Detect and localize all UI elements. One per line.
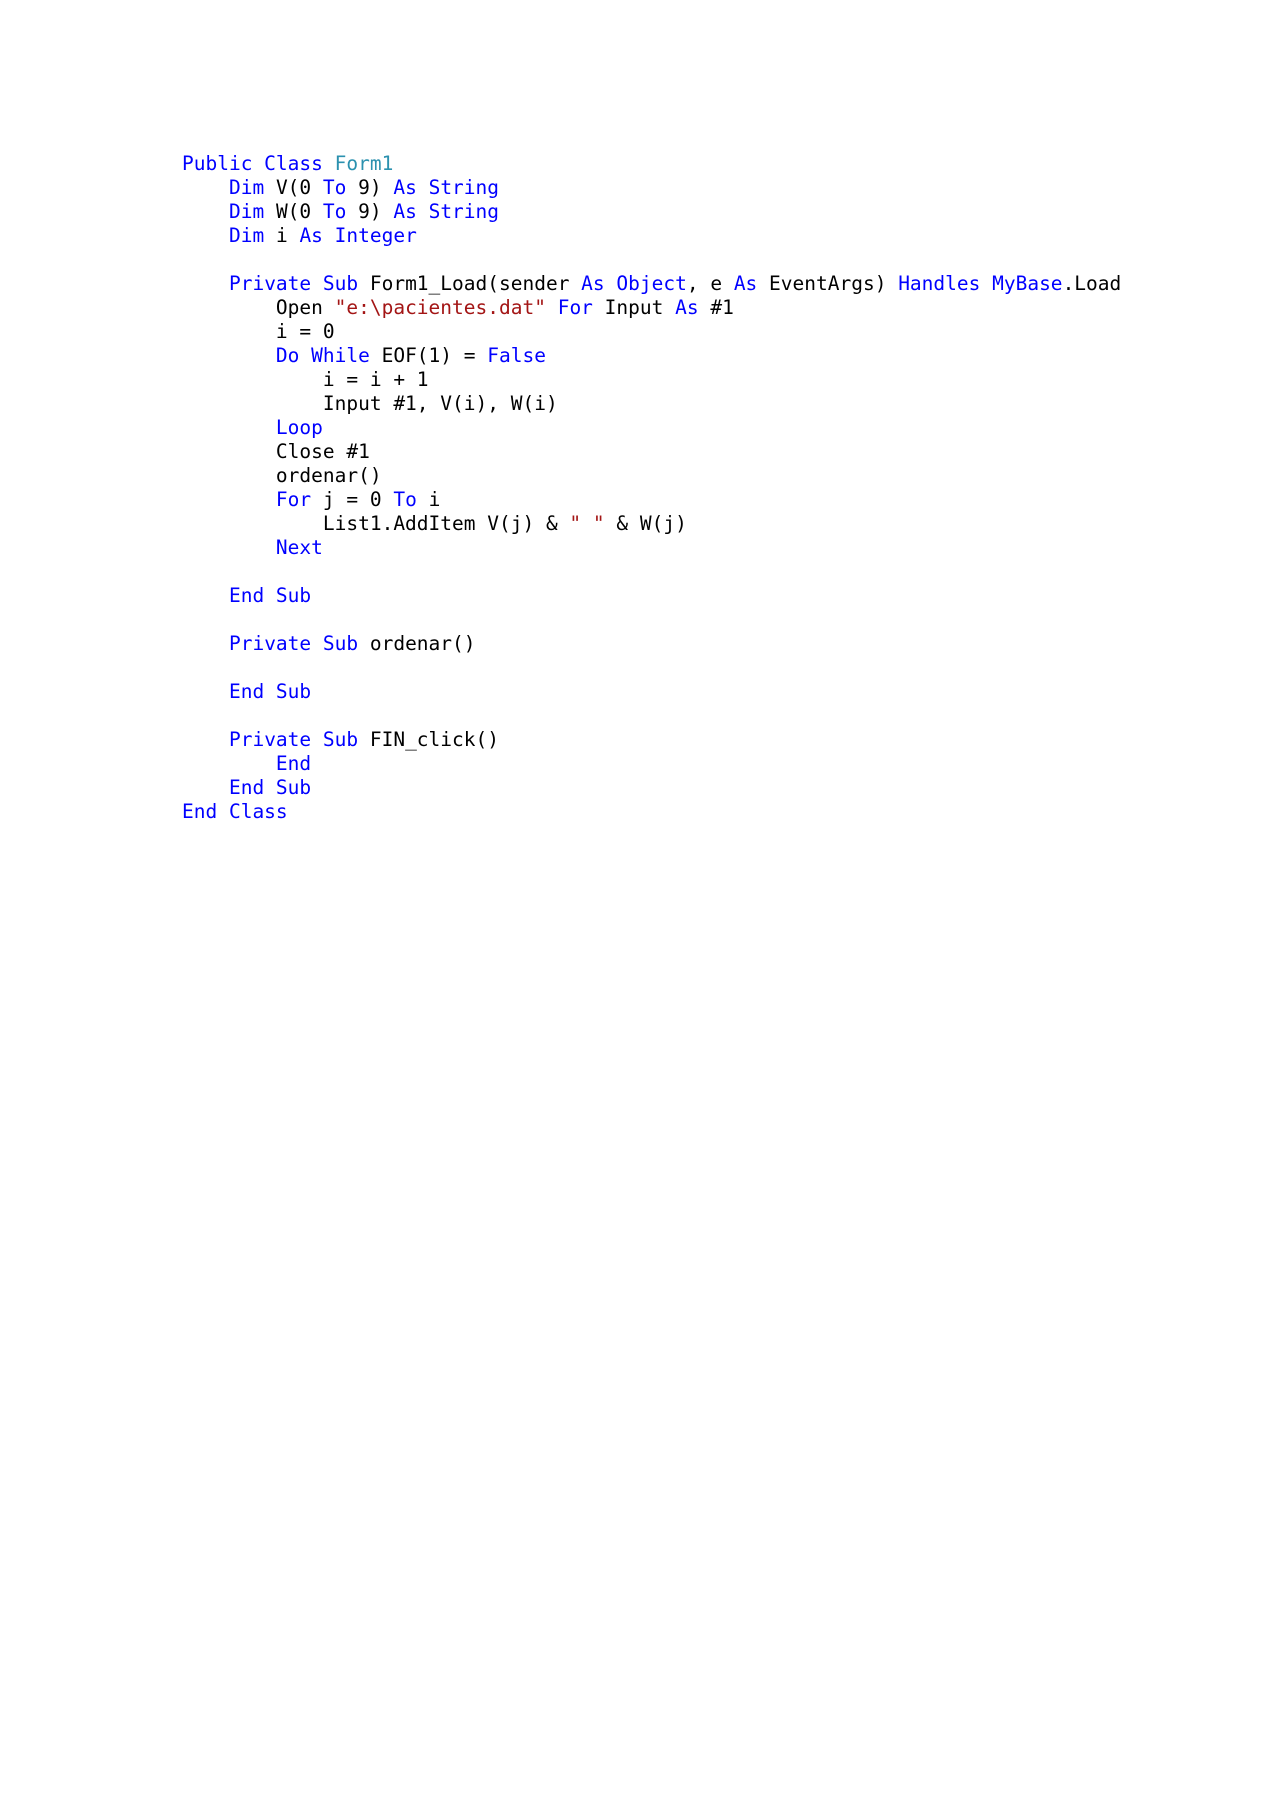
code-line	[182, 488, 1121, 512]
code-line	[182, 224, 1121, 248]
code-token-kw: As Integer	[299, 224, 417, 247]
code-token-plain: i = i + 1	[182, 368, 429, 391]
code-token-kw: Public Class	[182, 152, 323, 175]
code-token-plain	[182, 224, 229, 247]
code-token-plain	[182, 584, 229, 607]
code-token-kw: As	[675, 296, 699, 319]
code-line	[182, 680, 1121, 704]
code-token-kw: Dim	[228, 224, 265, 247]
code-line	[182, 560, 1121, 584]
code-line	[182, 296, 1121, 320]
code-line	[182, 464, 1121, 488]
code-line	[182, 704, 1121, 728]
code-token-kw: Private Sub	[228, 728, 359, 751]
code-token-kw: Private Sub	[228, 272, 359, 295]
code-token-kw: False	[487, 344, 546, 367]
code-token-kw: As String	[393, 200, 500, 223]
code-token-plain	[182, 200, 229, 223]
code-token-plain: Form1_Load(sender	[358, 272, 582, 295]
code-token-kw: End Class	[182, 800, 288, 823]
code-token-plain	[182, 176, 229, 199]
code-token-kw: End Sub	[228, 584, 312, 607]
code-token-plain	[182, 272, 229, 295]
code-token-plain	[182, 752, 276, 775]
code-token-plain: i	[264, 224, 300, 247]
code-token-kw: Dim	[228, 200, 265, 223]
code-token-plain: Open	[182, 296, 335, 319]
code-line	[182, 752, 1121, 776]
code-line	[182, 536, 1121, 560]
code-line	[182, 800, 1121, 824]
code-line	[182, 632, 1121, 656]
code-token-plain	[323, 152, 335, 175]
code-line	[182, 320, 1121, 344]
code-token-plain: i = 0	[182, 320, 335, 343]
code-token-type: Form1	[334, 152, 394, 175]
code-token-plain: W(0	[264, 200, 323, 223]
code-token-plain: ordenar()	[358, 632, 476, 655]
code-token-plain	[546, 296, 558, 319]
code-token-kw: For	[275, 488, 312, 511]
code-token-plain: 9)	[346, 200, 394, 223]
code-line	[182, 368, 1121, 392]
code-token-str: "e:\pacientes.dat"	[334, 296, 546, 319]
code-token-plain: & W(j)	[604, 512, 687, 535]
code-token-plain: EventArgs)	[757, 272, 899, 295]
code-token-kw: As String	[393, 176, 500, 199]
code-line	[182, 200, 1121, 224]
code-token-plain	[182, 488, 276, 511]
code-token-plain: List1.AddItem V(j) &	[182, 512, 570, 535]
code-token-plain: , e	[686, 272, 734, 295]
code-token-kw: Next	[275, 536, 323, 559]
code-token-kw: Loop	[275, 416, 323, 439]
code-token-kw: To	[322, 200, 347, 223]
code-token-plain: .Load	[1062, 272, 1122, 295]
code-token-kw: As Object	[581, 272, 687, 295]
code-line	[182, 776, 1121, 800]
code-line	[182, 416, 1121, 440]
code-token-plain: ordenar()	[182, 464, 382, 487]
code-token-plain	[182, 680, 229, 703]
code-line	[182, 584, 1121, 608]
code-token-kw: End Sub	[228, 680, 312, 703]
code-token-kw: To	[393, 488, 417, 511]
code-token-plain	[182, 536, 276, 559]
code-line	[182, 440, 1121, 464]
code-token-plain: i	[416, 488, 441, 511]
code-line	[182, 608, 1121, 632]
code-line	[182, 248, 1121, 272]
code-token-kw: End Sub	[228, 776, 312, 799]
code-line	[182, 512, 1121, 536]
code-line	[182, 344, 1121, 368]
code-token-str: " "	[569, 512, 605, 535]
code-token-plain: V(0	[264, 176, 323, 199]
code-token-kw: As	[733, 272, 758, 295]
code-token-plain: Close #1	[182, 440, 370, 463]
code-token-plain: j = 0	[311, 488, 394, 511]
code-line	[182, 392, 1121, 416]
code-token-plain: FIN_click()	[358, 728, 499, 751]
code-line	[182, 272, 1121, 296]
code-token-plain: Input	[592, 296, 676, 319]
code-token-kw: Handles MyBase	[898, 272, 1063, 295]
code-token-kw: Dim	[228, 176, 265, 199]
code-token-plain	[182, 776, 229, 799]
code-token-plain	[182, 728, 229, 751]
code-token-plain: #1	[698, 296, 734, 319]
code-line	[182, 176, 1121, 200]
code-token-plain: Input #1, V(i), W(i)	[182, 392, 558, 415]
code-line	[182, 152, 1121, 176]
code-block	[182, 152, 1121, 824]
code-token-kw: End	[275, 752, 312, 775]
code-token-plain	[182, 344, 276, 367]
code-line	[182, 728, 1121, 752]
code-token-kw: Do While	[275, 344, 370, 367]
code-token-kw: To	[322, 176, 347, 199]
code-token-plain: EOF(1) =	[369, 344, 488, 367]
code-token-plain	[182, 416, 276, 439]
code-token-kw: Private Sub	[228, 632, 359, 655]
code-token-plain: 9)	[346, 176, 394, 199]
code-token-kw: For	[557, 296, 593, 319]
code-line	[182, 656, 1121, 680]
code-token-plain	[182, 632, 229, 655]
